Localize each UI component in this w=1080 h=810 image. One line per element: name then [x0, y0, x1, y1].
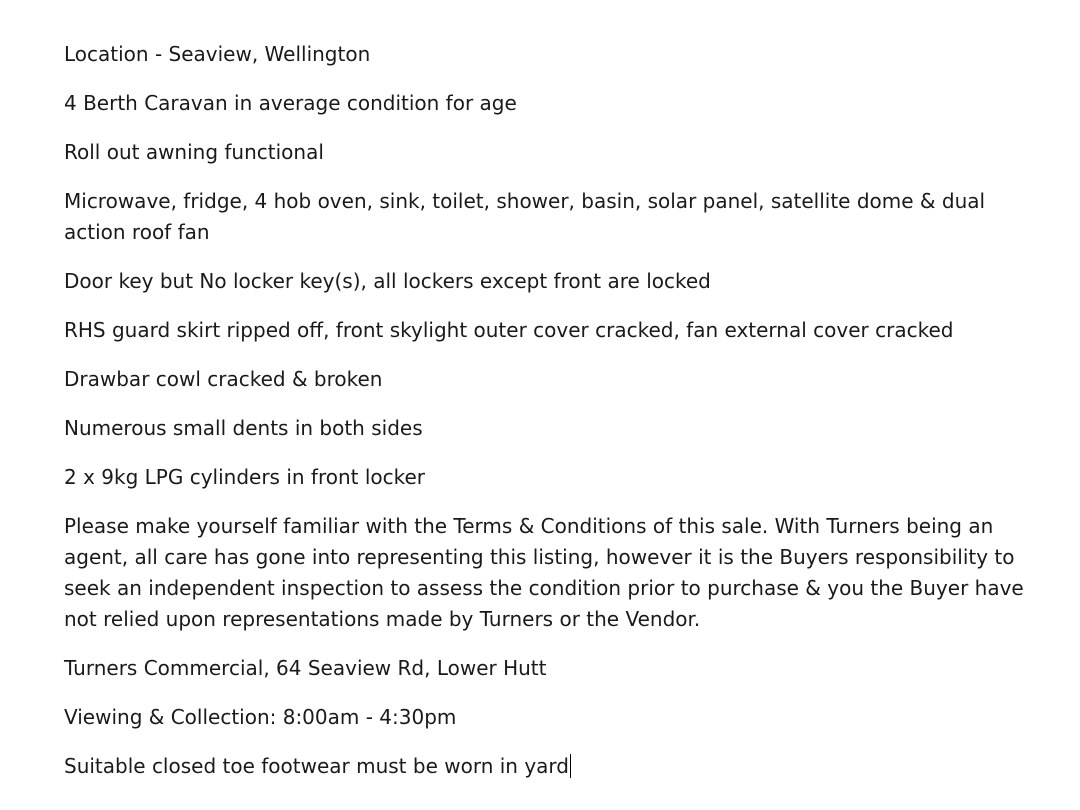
paragraph-viewing-hours: Viewing & Collection: 8:00am - 4:30pm: [64, 705, 457, 729]
paragraph-footwear: Suitable closed toe footwear must be worn in yard: [64, 751, 1050, 782]
paragraph-terms: Please make yourself familiar with the Terms & Conditions of this sale. With Turners being an agent, all care has gone into representing this listing, however it is the Buyers responsibility to seek an independent inspection to assess the condition prior to purchase & you the Buyer have not relied upon representations made by Turners or the Vendor.: [64, 514, 1024, 631]
paragraph-address: Turners Commercial, 64 Seaview Rd, Lower Hutt: [64, 656, 547, 680]
paragraph-appliances: Microwave, fridge, 4 hob oven, sink, toilet, shower, basin, solar panel, satellite dome & dual action roof fan: [64, 189, 986, 244]
paragraph-dents: Numerous small dents in both sides: [64, 416, 423, 440]
paragraph-location: Location - Seaview, Wellington: [64, 42, 371, 66]
paragraph-awning: Roll out awning functional: [64, 140, 324, 164]
paragraph-keys: Door key but No locker key(s), all lockers except front are locked: [64, 269, 711, 293]
paragraph-drawbar: Drawbar cowl cracked & broken: [64, 367, 383, 391]
paragraph-damage: RHS guard skirt ripped off, front skylight outer cover cracked, fan external cover cracked: [64, 318, 954, 342]
paragraph-lpg: 2 x 9kg LPG cylinders in front locker: [64, 465, 426, 489]
paragraph-berth: 4 Berth Caravan in average condition for age: [64, 91, 517, 115]
